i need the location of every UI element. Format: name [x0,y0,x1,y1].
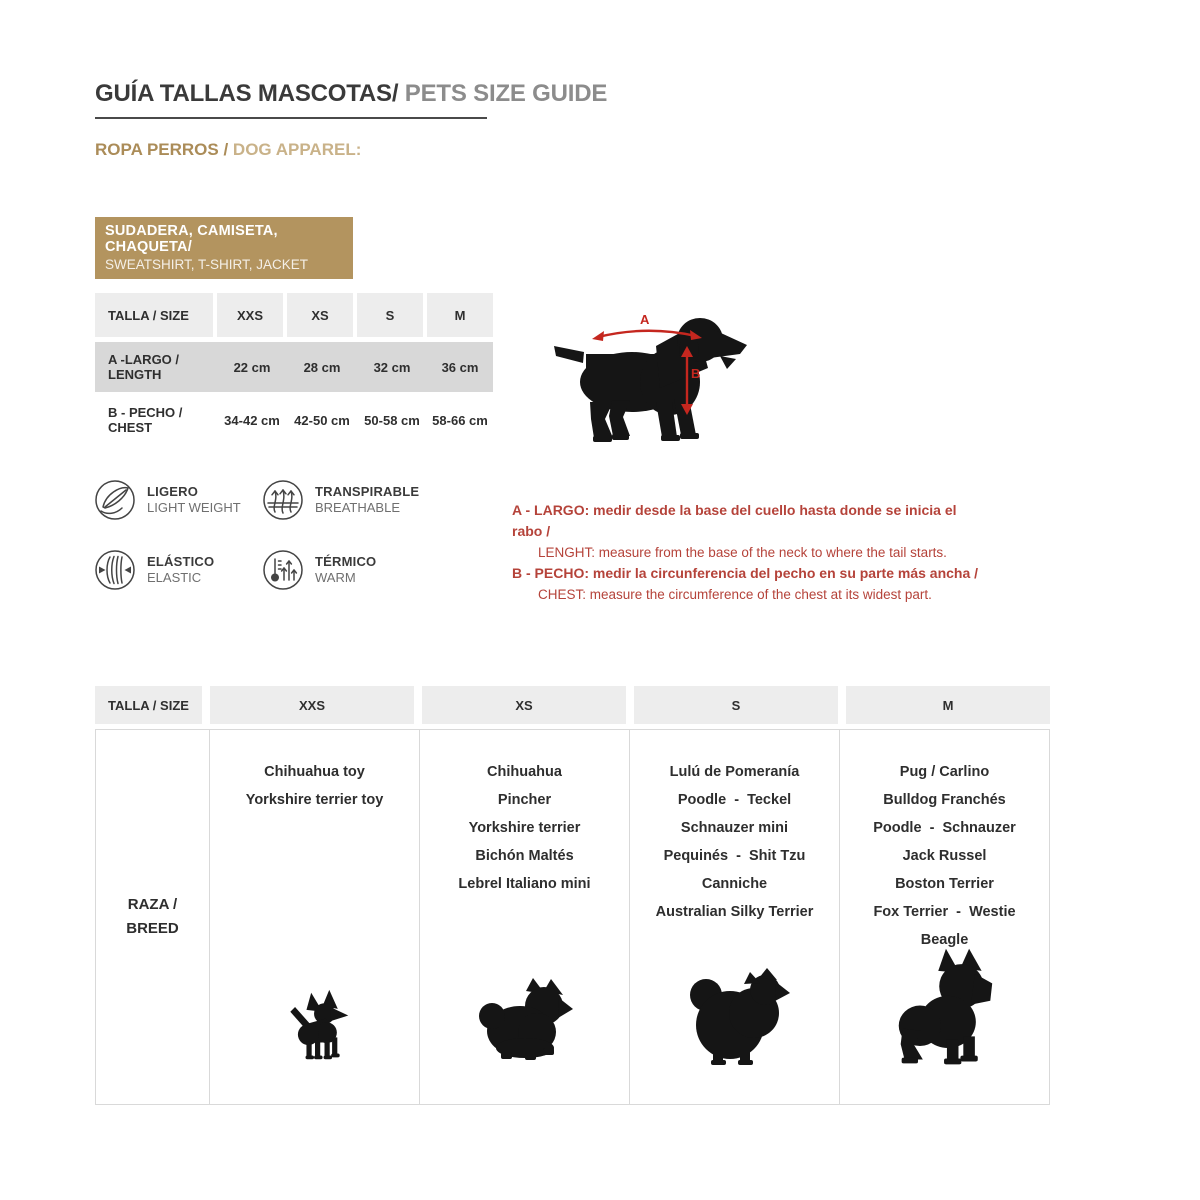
banner-line-es: SUDADERA, CAMISETA, CHAQUETA/ [105,223,278,255]
breed-row-label [96,730,210,1104]
breathable-icon [261,478,305,522]
size-table-header-s: S [357,293,423,337]
measurement-notes [512,500,982,605]
breed-item: Bichón Maltés [475,848,574,864]
breed-item: Australian Silky Terrier [655,904,814,920]
note-a-normal: LENGHT: measure from the base of the neck to where the tail starts. [538,545,947,560]
feature-name-es: TÉRMICO [315,554,377,569]
breed-table-header [95,686,1050,724]
breed-table [95,686,1050,1105]
size-table-header [95,293,493,337]
breed-item: Boston Terrier [895,876,994,892]
breed-item: Pug / Carlino [899,764,990,780]
breed-item: Pincher [497,792,552,808]
feature-name-en: WARM [315,570,356,585]
thermometer-icon [261,548,305,592]
breed-item: Poodle - Schnauzer [873,820,1016,836]
elastic-icon [93,548,137,592]
breed-item: Lebrel Italiano mini [458,876,591,892]
category-banner [95,217,353,279]
note-b-bold: B - PECHO: medir la circunferencia del pecho en su parte más ancha / [512,565,979,581]
page-title-es: GUÍA TALLAS MASCOTAS/ [95,80,399,107]
chest-m: 58-66 cm [432,412,488,428]
breed-item: Chihuahua [487,764,562,780]
banner-line-en: SWEATSHIRT, T-SHIRT, JACKET [105,257,309,272]
breed-item: Yorkshire terrier toy [245,792,384,808]
breed-header-s: S [634,686,838,724]
chest-xxs: 34-42 cm [224,412,280,428]
pomeranian-silhouette-icon [680,963,790,1068]
subtitle-es: ROPA PERROS / [95,140,233,159]
long-haired-chihuahua-silhouette-icon [475,976,575,1066]
breed-table-body [95,729,1050,1105]
length-xxs: 22 cm [233,359,271,375]
breed-item: Schnauzer mini [680,820,789,836]
breed-header-xs: XS [422,686,626,724]
breed-column-m [840,730,1049,1104]
size-table-header-xs: XS [287,293,353,337]
feature-name-es: LIGERO [147,484,199,499]
feature-breathable [261,478,419,522]
breed-item: Jack Russel [902,848,987,864]
feather-icon [93,478,137,522]
breed-column-xxs [210,730,420,1104]
feature-name-es: ELÁSTICO [147,554,215,569]
row-length-label: A -LARGO / LENGTH [108,352,180,382]
breed-column-s [630,730,840,1104]
breed-header-label: TALLA / SIZE [95,686,202,724]
row-chest-label: B - PECHO / CHEST [108,405,183,435]
note-a-bold: A - LARGO: medir desde la base del cuello hasta donde se inicia el rabo / [512,502,957,539]
feature-lightweight [93,478,241,522]
breed-item: Fox Terrier - Westie [873,904,1016,920]
breed-item: Canniche [701,876,768,892]
section-subtitle [95,140,361,160]
measure-label-a: A [640,312,650,327]
dog-silhouette-labrador-icon [550,306,750,446]
size-table-header-xxs: XXS [217,293,283,337]
chest-xs: 42-50 cm [294,412,350,428]
size-table-header-m: M [427,293,493,337]
dog-measurement-diagram [550,306,750,446]
breed-header-xxs: XXS [210,686,414,724]
page-title-en: PETS SIZE GUIDE [398,80,608,107]
size-table [95,293,493,445]
chihuahua-silhouette-icon [277,988,353,1064]
breed-item: Yorkshire terrier [468,820,581,836]
breed-item: Pequinés - Shit Tzu [663,848,806,864]
feature-name-en: ELASTIC [147,570,202,585]
size-table-header-label: TALLA / SIZE [95,293,213,337]
french-bulldog-silhouette-icon [892,946,998,1068]
raza-label-line1: RAZA / [127,896,178,913]
raza-label-line2: BREED [126,920,179,937]
note-b-normal: CHEST: measure the circumference of the chest at its widest part. [538,587,932,602]
feature-elastic [93,548,214,592]
feature-name-es: TRANSPIRABLE [315,484,420,499]
breed-item: Beagle [920,932,969,948]
feature-name-en: LIGHT WEIGHT [147,500,241,515]
size-table-row-chest [95,395,493,445]
chest-s: 50-58 cm [364,412,420,428]
subtitle-en: DOG APPAREL: [232,140,362,159]
feature-name-en: BREATHABLE [315,500,401,515]
length-s: 32 cm [373,359,411,375]
breed-item: Bulldog Franchés [883,792,1006,808]
page-title [95,80,608,119]
breed-column-xs [420,730,630,1104]
length-m: 36 cm [441,359,479,375]
breed-item: Lulú de Pomeranía [669,764,800,780]
breed-item: Poodle - Teckel [677,792,792,808]
feature-warm [261,548,376,592]
length-xs: 28 cm [303,359,341,375]
breed-item: Chihuahua toy [264,764,365,780]
breed-header-m: M [846,686,1050,724]
measure-label-b: B [691,366,701,381]
size-table-row-length [95,342,493,392]
